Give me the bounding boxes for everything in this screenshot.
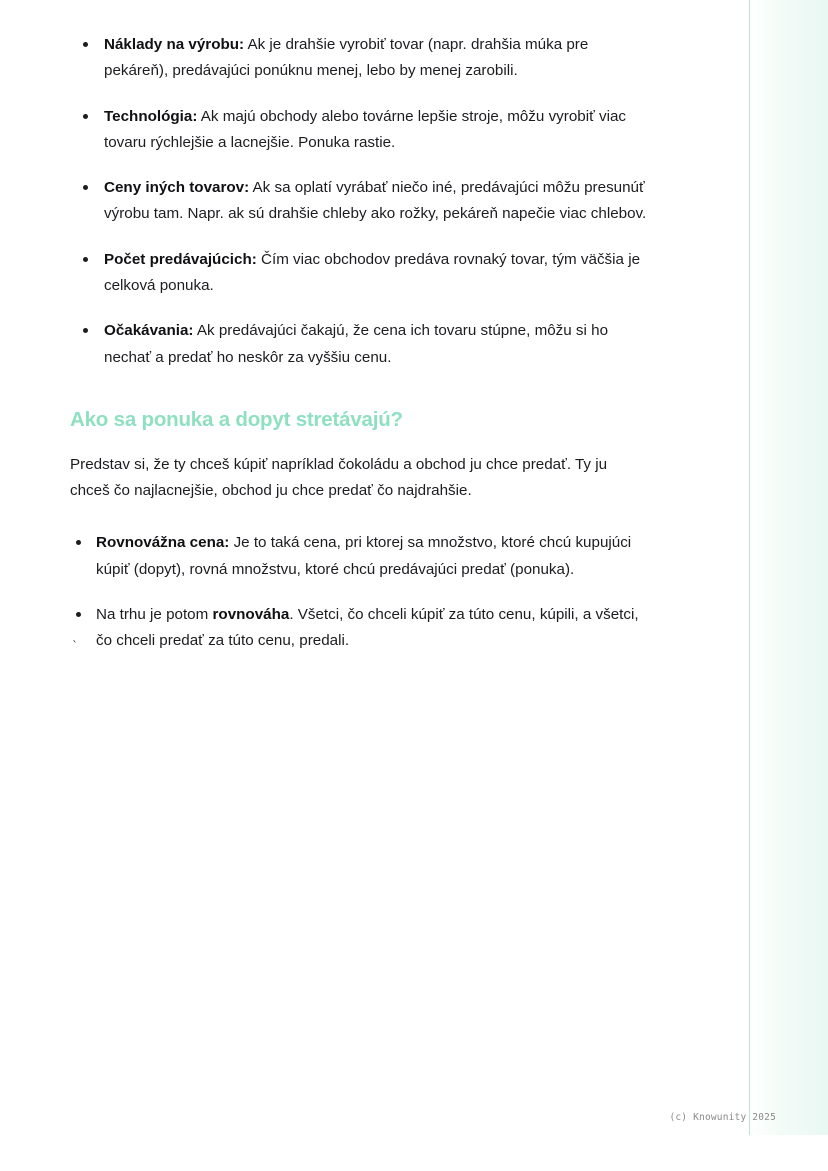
list-item: [70, 32, 650, 85]
intro-paragraph: Predstav si, že ty chceš kúpiť napríklad čokoládu a obchod ju chce predať. Ty ju chceš čo najlacnejšie, obchod ju chce predať čo najdrahšie.: [70, 455, 608, 499]
section-heading: Ako sa ponuka a dopyt stretávajú?: [70, 407, 403, 431]
list-item-text: Ak sa oplatí vyrábať niečo iné, predávajúci môžu presunúť výrobu tam. Napr. ak sú drahšie chleby ako rožky, pekáreň napečie viac chlebov.: [104, 179, 647, 223]
list-item: [70, 175, 650, 228]
document-content: [70, 32, 650, 673]
list-item-lead: Počet predávajúcich:: [104, 250, 257, 268]
page-side-divider: [749, 0, 751, 1135]
list-item-text: . Všetci, čo chceli kúpiť za túto cenu, kúpili, a všetci, čo chceli predať za túto cenu, predali.: [96, 605, 639, 650]
list-item-lead: Náklady na výrobu:: [104, 36, 245, 53]
copyright-footer: (c) Knowunity 2025: [669, 1112, 776, 1123]
list-item: [70, 602, 650, 655]
page-side-decoration: [748, 0, 828, 1135]
list-item: [70, 530, 650, 583]
equilibrium-list: [70, 530, 650, 654]
list-item-emphasis: rovnováha: [212, 605, 290, 623]
list-item-lead: Ceny iných tovarov:: [104, 179, 250, 197]
list-item: [70, 104, 650, 157]
stray-pen-mark: `: [71, 637, 78, 654]
list-item-text: Čím viac obchodov predáva rovnaký tovar, tým väčšia je celková ponuka.: [104, 250, 641, 295]
list-item: [70, 247, 650, 300]
list-item-prefix: Na trhu je potom: [96, 605, 213, 623]
list-item-text: Ak majú obchody alebo továrne lepšie stroje, môžu vyrobiť viac tovaru rýchlejšie a lacnejšie. Ponuka rastie.: [104, 107, 627, 151]
factors-list: [70, 32, 650, 371]
list-item-lead: Rovnovážna cena:: [96, 534, 230, 552]
list-item-text: Ak je drahšie vyrobiť tovar (napr. drahšia múka pre pekáreň), predávajúci ponúknu menej, lebo by menej zarobili.: [104, 36, 589, 80]
list-item-lead: Očakávania:: [104, 322, 194, 340]
list-item-text: Je to taká cena, pri ktorej sa množstvo, ktoré chcú kupujúci kúpiť (dopyt), rovná množstvu, ktoré chcú predávajúci predať (ponuka).: [96, 534, 632, 578]
list-item-lead: Technológia:: [104, 107, 198, 125]
list-item: [70, 318, 650, 371]
list-item-text: Ak predávajúci čakajú, že cena ich tovaru stúpne, môžu si ho nechať a predať ho neskôr za vyššiu cenu.: [104, 322, 609, 366]
